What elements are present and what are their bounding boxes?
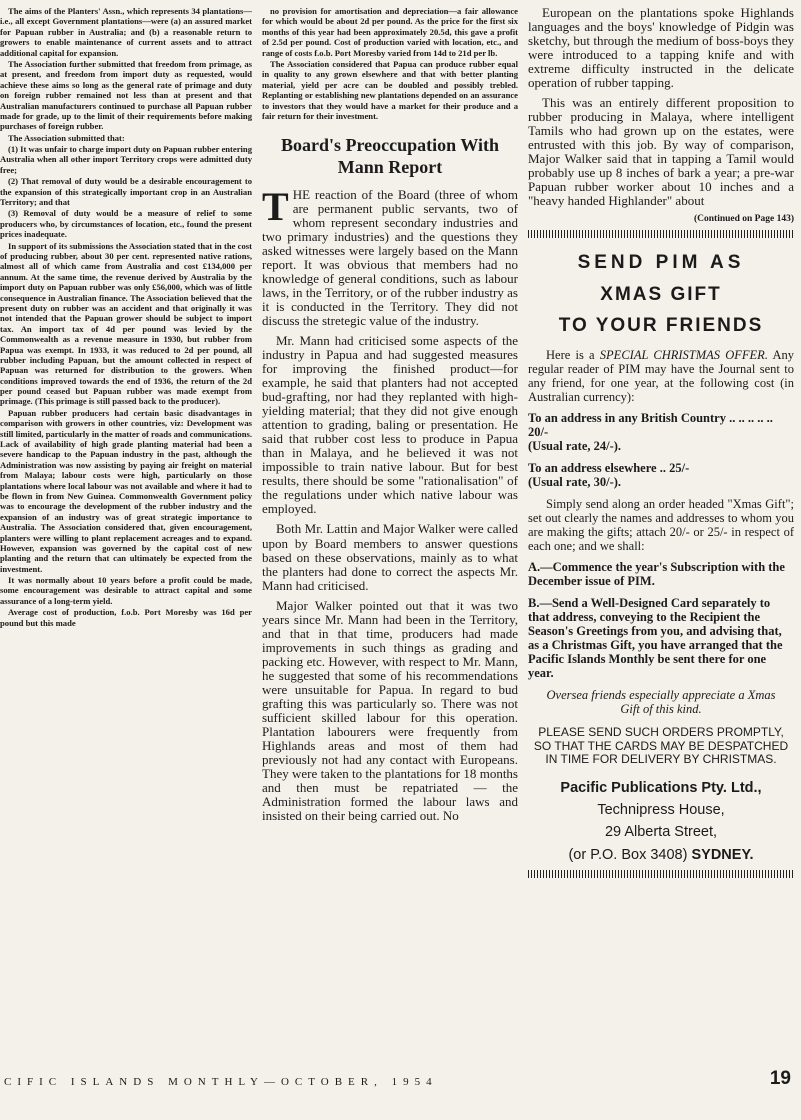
column-2-top-text <box>262 6 518 121</box>
option-a: A.—Commence the year's Subscription with the December issue of PIM. <box>528 560 785 589</box>
paragraph: It was normally about 10 years before a profit could be made, some encouragement was desirable to attract capital and some assurance of a long-term yield. <box>0 575 252 606</box>
column-3 <box>528 6 794 1064</box>
running-footer: CIFIC ISLANDS MONTHLY—OCTOBER, 1954 <box>4 1076 438 1088</box>
article-paragraphs <box>262 334 518 823</box>
paragraph: Mr. Mann had criticised some aspects of the industry in Papua and had suggested measures for improving the finished product—for example, he said that planters had not accepted bud-grafting, nor had they replanted with high-yielding material; that they did not give enough attention to grading, baling or presentation. He said that rubber cost less to produce in Papua than in Malaya, and he believed it was not impossible to train native labour. But for best results, there should be some "rationalisation" of the regulations under which native labour was employed. <box>262 333 518 517</box>
ad-note: Oversea friends especially appreciate a Xmas Gift of this kind. <box>546 688 776 717</box>
city: SYDNEY. <box>691 846 754 863</box>
article-heading: Board's Preoccupation With Mann Report <box>280 135 500 177</box>
publisher-address <box>528 777 794 867</box>
rate-elsewhere-usual: (Usual rate, 30/-). <box>528 475 622 490</box>
ad-intro <box>528 348 794 404</box>
ad-caps-notice: PLEASE SEND SUCH ORDERS PROMPTLY, SO THAT THE CARDS MAY BE DESPATCHED IN TIME FOR DELIVERY BY CHRISTMAS. <box>533 725 789 767</box>
option-b: B.—Send a Well-Designed Card separately to that address, conveying to the Recipient the Season's Greetings from you, and advising that, as a Christmas Gift, you have arranged that the Pacific Islands Monthly be sent there for one year. <box>528 596 783 681</box>
ad-intro-start: Here is a <box>546 348 600 363</box>
rate-elsewhere-label: To an address elsewhere .. 25/- <box>528 461 690 476</box>
ad-headline-1: SEND PIM AS <box>577 252 745 274</box>
paragraph: The Association submitted that: <box>8 132 125 143</box>
address-line-3 <box>528 844 794 866</box>
address-line-1: Technipress House, <box>597 802 725 819</box>
paragraph: no provision for amortisation and depreciation—a fair allowance for which would be about 2d per pound. As the price for the first six months of this year had been approximately 20.5d, this gave a profit of 2.5d per pound. Cost of production varied with location, etc., and range of costs f.o.b. Port Moresby varied from 14d to 21d per lb. <box>262 6 518 58</box>
paragraph: Average cost of production, f.o.b. Port Moresby was 16d per pound but this made <box>0 607 252 628</box>
ad-headline-3: TO YOUR FRIENDS <box>558 314 764 336</box>
paragraph: (1) It was unfair to charge import duty on Papuan rubber entering Australia when all other import Territory crops were admitted duty free; <box>0 144 252 175</box>
paragraph: In support of its submissions the Association stated that in the cost of producing rubber, about 30 per cent. represented native rations, almost all of which came from Australia and cost £134,000 per annum. At the same time, the revenue derived by Australia by the import duty on Papuan rubber was only £56,000, which was of little consequence in Australian finance. The Association believed that the present duty on rubber was an accident and that originally it was not intended that the Papuan grower should be subject to import tax. An import tax of 4d per pound was levied by the Commonwealth as a revenue measure in 1930, but rubber from Papua was exempt. In 1933, it was reduced to 2d per pound, all rubber including Papuan, but the amount collected in respect of Papuan was returned for distribution to the growers. When conditions improved towards the end of 1936, the return of the 2d per pound ceased but Papuan rubber was made exempt from primage. (This primage is still passed back to the producer). <box>0 240 252 407</box>
ad-instructions: Simply send along an order headed "Xmas Gift"; set out clearly the names and addresses to whom you are making the gifts; attach 20/- or 25/- in respect of each one; and we shall: <box>528 497 794 554</box>
paragraph: Major Walker pointed out that it was two years since Mr. Mann had been in the Territory, and that in that time, producers had made improvements in such things as grading and packing etc. However, with respect to Mr. Mann, he suggested that some of his recommendations were unsuitable for Papua. In regard to bud grafting this was particularly so. There was not sufficient skilled labour for this operation. Plantation labourers were frequently from Highlands areas and most of them had previously not had any contact with Europeans. They were taken to the plantations for 18 months and then must be repatriated — the Administration formed the labour laws and insisted on their being carried out. No <box>262 597 518 824</box>
column-1-text <box>0 6 252 628</box>
publisher-name: Pacific Publications Pty. Ltd., <box>560 779 762 796</box>
rate-british-label: To an address in any British Country .. .. .. .. .. 20/- <box>528 411 773 440</box>
paragraph: The Association further submitted that freedom from primage, as at present, and freedom from import duty as requested, would achieve these aims so long as the general rate of primage and duty on foreign rubber remained not less than at present and that Australian manufacturers continued to purchase all Papuan rubber made for grade, up to the limit of their requirements before making purchases of foreign rubber. <box>0 58 252 132</box>
paragraph: Both Mr. Lattin and Major Walker were called upon by Board members to answer questions based on these observations, mainly as to what the planters had done to correct the aspects Mr. Mann had criticised. <box>262 521 518 593</box>
ad-intro-end: Any regular reader of PIM may have the Journal sent to any friend, for one year, at the following cost (in Australian currency): <box>528 348 794 405</box>
po-box: (or P.O. Box 3408) <box>568 846 692 863</box>
paragraph: (3) Removal of duty would be a measure of relief to some producers who, by circumstances of location, etc., found the present prices inadequate. <box>0 208 252 240</box>
drop-cap: T <box>262 183 289 229</box>
rate-british-usual: (Usual rate, 24/-). <box>528 439 622 454</box>
ad-intro-offer: SPECIAL CHRISTMAS OFFER. <box>599 348 768 363</box>
xmas-gift-ad <box>528 252 794 866</box>
article-body <box>262 183 518 824</box>
article-first-paragraph <box>262 183 518 329</box>
page-number: 19 <box>769 1068 791 1089</box>
column-3-text <box>528 6 794 208</box>
rate-british <box>528 411 794 453</box>
paragraph: (2) That removal of duty would be a desirable encouragement to the expansion of this strategically important crop in an Australian Territory; and that <box>0 176 252 208</box>
first-paragraph-text: HE reaction of the Board (three of whom are permanent public servants, two of whom represent secondary industries and two primary industries) and the questions they asked witnesses were largely based on the Mann report. It was obvious that members had no knowledge of general conditions, such as labour laws, in the Territory, or of the rubber industry as it is conducted in the Territory. They did not discuss the stretegic value of the industry. <box>262 186 518 329</box>
paragraph: European on the plantations spoke Highlands languages and the boys' knowledge of Pidgin was sketchy, but through the medium of boss-boys they were introduced to a tapping knife and with extreme difficulty instructed in the delicate operation of rubber tapping. <box>528 6 794 91</box>
continued-note: (Continued on Page 143) <box>693 214 794 225</box>
paragraph: The aims of the Planters' Assn., which represents 34 plantations—i.e., all except Government plantations—were (a) an assured market for Papuan rubber in Australia; and (b) a reasonable return to growers to enable maintenance of current assets and to attract additional capital for expansion. <box>0 6 252 58</box>
column-2 <box>262 6 518 1064</box>
rate-elsewhere <box>528 461 794 489</box>
ad-bottom-border <box>528 870 794 878</box>
address-line-2: 29 Alberta Street, <box>604 824 718 841</box>
paragraph: Papuan rubber producers had certain basic disadvantages in comparison with growers in other countries, viz: Development was still limited, particularly in the matter of roads and communications. Lack of availability of high grade planting material had been a severe handicap to the Papuan industry in the past, although the Administration was now assisting by paying air freight on material from Malaya; labour costs were high, particularly on those plantations where local labour was not available and where it had to be flown in from New Guinea. Commonwealth Government policy was to encourage the development of the rubber industry and the expansion of an industry was of great strategic importance to Australia. The Association considered that, given encouragement, planters were willing to plant replacement acreages and to expand. However, expansion was governed by the capital cost of new planting and the return that can ultimately be expected from the investment. <box>0 407 252 574</box>
paragraph: The Association considered that Papua can produce rubber equal in quality to any grown elsewhere and that with better planting material, yield per acre can be doubled and possibly trebled. Replanting or establishing new plantations depended on an assurance to investors that they would have a market for their produce and a fair return for their investment. <box>262 58 518 121</box>
column-1 <box>0 6 252 1064</box>
paragraph: This was an entirely different proposition to rubber producing in Malaya, where intelligent Tamils who had grown up on the estates, were entrusted with this job. By way of comparison, Major Walker said that in tapping a Tamil would probably use up 8 inches of bark a year; a pre-war Papuan rubber worker about 10 inches and a "heavy handed Highlander" about <box>528 95 794 209</box>
ad-headline-2: XMAS GIFT <box>600 283 722 305</box>
ad-top-border <box>528 230 794 238</box>
